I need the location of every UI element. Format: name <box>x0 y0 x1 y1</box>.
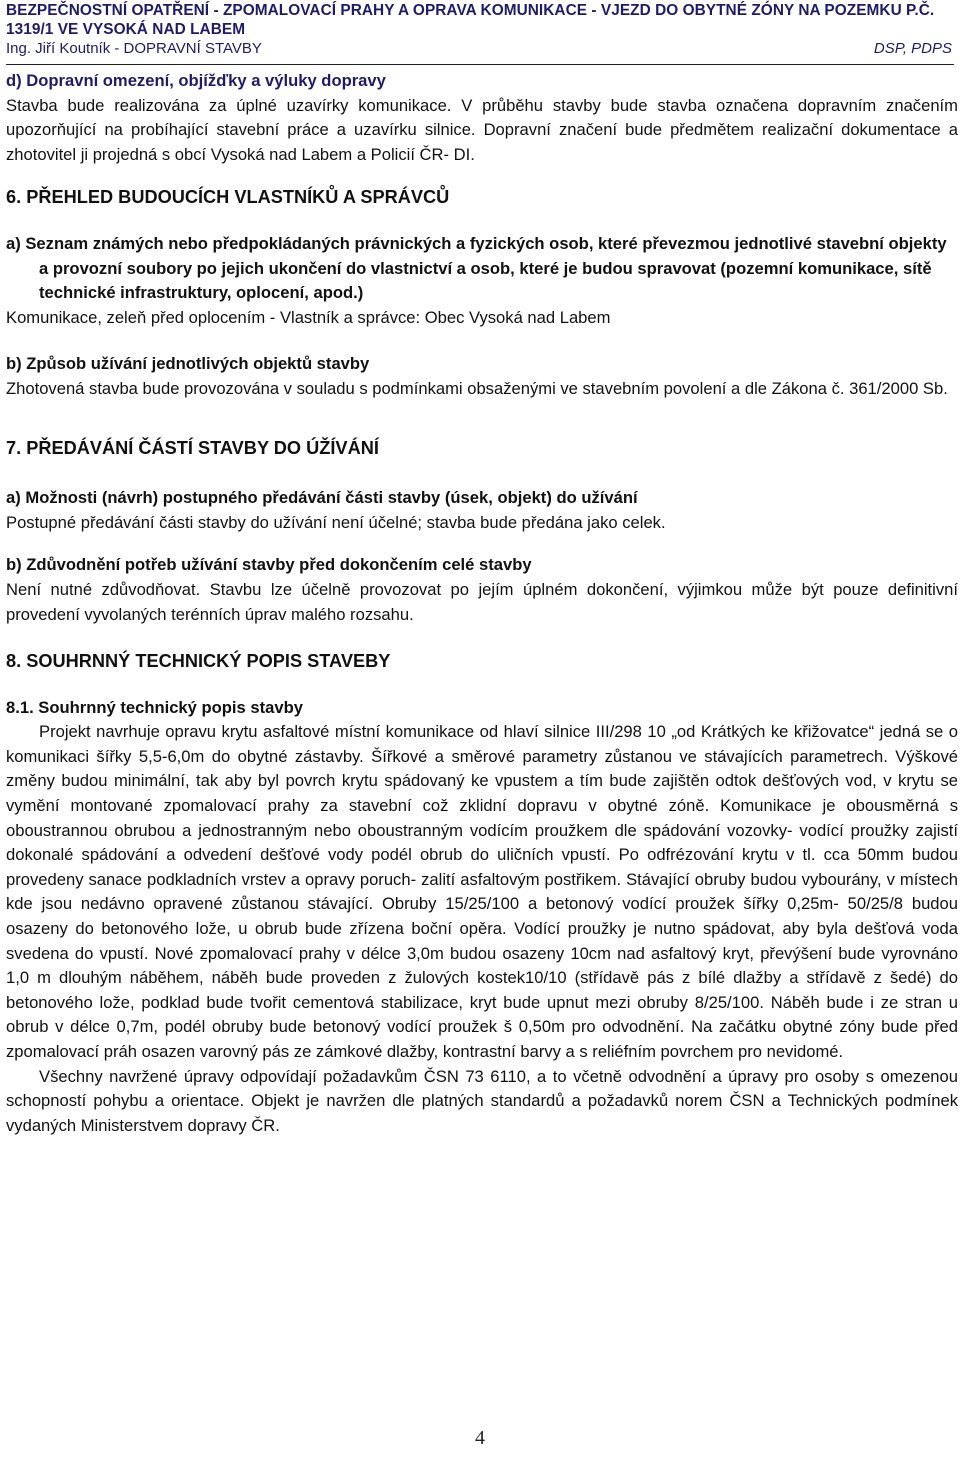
document-body <box>6 69 958 1138</box>
header-meta-row <box>6 39 954 58</box>
section-7-heading: 7. PŘEDÁVÁNÍ ČÁSTÍ STAVBY DO ÚŽÍVÁNÍ <box>6 437 379 458</box>
page-number: 4 <box>475 1427 485 1449</box>
section-5d-heading: d) Dopravní omezení, objížďky a výluky dopravy <box>6 71 386 90</box>
section-6b-text: Zhotovená stavba bude provozována v souladu s podmínkami obsaženými ve stavebním povolení a dle Zákona č. 361/2000 Sb. <box>6 378 948 398</box>
section-6b-heading: b) Způsob užívání jednotlivých objektů stavby <box>6 354 370 374</box>
header-divider <box>6 64 954 65</box>
document-type-label: DSP, PDPS <box>873 40 952 57</box>
document-title: BEZPEČNOSTNÍ OPATŘENÍ - ZPOMALOVACÍ PRAHY A OPRAVA KOMUNIKACE - VJEZD DO OBYTNÉ ZÓNY NA POZEMKU P.Č. 1319/1 VE VYSOKÁ NAD LABEM <box>6 2 935 38</box>
section-8-1-paragraph-2: Všechny navržené úpravy odpovídají požadavkům ČSN 73 6110, a to včetně odvodnění a úpravy pro osoby s omezenou schopností pohybu a orientace. Objekt je navržen dle platných standardů a požadavků norem ČSN a Technických podmínek vydaných Ministerstvem dopravy ČR. <box>6 1066 958 1135</box>
section-6a-text: Komunikace, zeleň před oplocením - Vlastník a správce: Obec Vysoká nad Labem <box>6 307 611 327</box>
author-label: Ing. Jiří Koutník - DOPRAVNÍ STAVBY <box>6 40 262 57</box>
section-6a-heading: a) Seznam známých nebo předpokládaných právnických a fyzických osob, které převezmou jednotlivé stavební objekty a provozní soubory po jejich ukončení do vlastnictví a osob, které je budou spravovat (pozemní komunikace, sítě technické infrastruktury, oplocení, apod.) <box>6 233 947 303</box>
section-7a-text: Postupné předávání části stavby do užívání není účelné; stavba bude předána jako celek. <box>6 512 666 532</box>
section-8-heading: 8. SOUHRNNÝ TECHNICKÝ POPIS STAVEBY <box>6 651 391 672</box>
section-8-1-heading: 8.1. Souhrnný technický popis stavby <box>6 697 303 717</box>
section-8-1-paragraph-1: Projekt navrhuje opravu krytu asfaltové místní komunikace od hlaví silnice III/298 10 „od Krátkých ke křižovatce“ jedná se o komunikaci šířky 5,5-6,0m do obytné zástavby. Šířkové a směrové parametry zůstanou ve stávajících parametrech. Výškové změny budou minimální, tak aby byl povrch krytu spádovaný ke vpustem a tím bude zajištěn odtok dešťových vod, v krytu se vymění montované zpomalovací prahy za stavební což zklidní dopravu v obytné zóně. Komunikace je obousměrná s oboustrannou obrubou a jednostranným nebo oboustranným vodícím proužkem dle spádování vozovky- vodící proužky zajistí dokonalé spádování a odvedení dešťové vody podél obrub do uličních vpustí. Po odfrézování krytu v tl. cca 50mm budou provedeny sanace podkladních vrstev a opravy poruch- zalití asfaltovým postřikem. Stávající obruby budou vybourány, v místech kde jsou nedávno opravené zůstanou stávající. Obruby 15/25/100 a betonový vodící proužek šířky 0,25m- 50/25/8 budou osazeny do betonového lože, u obrub bude zřízena boční opěra. Vodící proužky je nutno spádovat, aby byla dešťová voda svedena do vpustí. Nové zpomalovací prahy v délce 3,0m budou osazeny 10cm nad asfaltový kryt, převýšení bude vyrovnáno 1,0 m dlouhým náběhem, náběh bude proveden z žulových kostek10/10 (střídavě pás z bílé dlažby a střídavě z šedé) do betonového lože, podklad bude tvořit cementová stabilizace, kryt bude upnut mezi obruby 8/25/100. Náběh bude i ze stran u obrub v délce 0,7m, podél obruby bude betonový vodící proužek š 0,50m pro odvodnění. Na začátku obytné zóny bude před zpomalovací práh osazen varovný pás ze zámkové dlažby, kontrastní barvy a s reliéfním povrchem pro nevidomé. <box>6 722 958 1061</box>
section-6-heading: 6. PŘEHLED BUDOUCÍCH VLASTNÍKŮ A SPRÁVCŮ <box>6 187 450 208</box>
section-7b-heading: b) Zdůvodnění potřeb užívání stavby před dokončením celé stavby <box>6 555 532 575</box>
page-header <box>6 1 954 58</box>
section-7b-text: Není nutné zdůvodňovat. Stavbu lze účelně provozovat po jejím úplném dokončení, výjimkou může být pouze definitivní provedení vyvolaných terénních úprav malého rozsahu. <box>6 579 958 624</box>
section-5d-text: Stavba bude realizována za úplné uzavírky komunikace. V průběhu stavby bude stavba označena dopravním značením upozorňující na probíhající stavební práce a uzavírku silnice. Dopravní značení bude předmětem realizační dokumentace a zhotovitel ji projedná s obcí Vysoká nad Labem a Policií ČR- DI. <box>6 95 958 164</box>
section-7a-heading: a) Možnosti (návrh) postupného předávání části stavby (úsek, objekt) do užívání <box>6 488 638 508</box>
